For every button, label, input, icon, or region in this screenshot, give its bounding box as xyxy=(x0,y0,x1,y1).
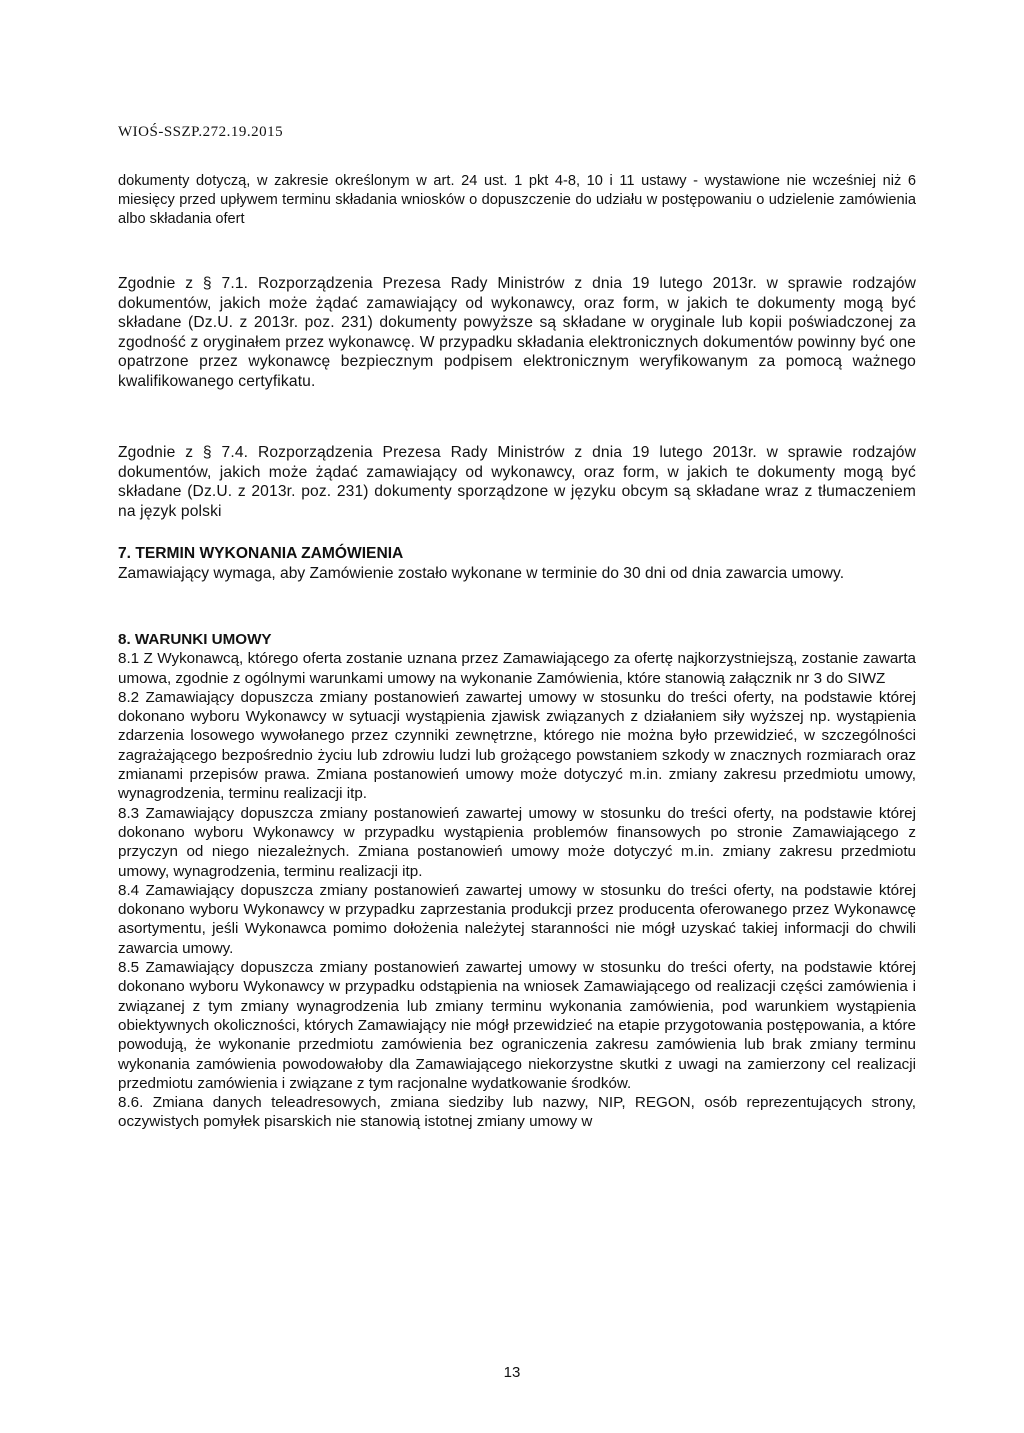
regulation-text-7-1: Zgodnie z § 7.1. Rozporządzenia Prezesa Rady Ministrów z dnia 19 lutego 2013r. w sprawie rodzajów dokumentów, jakich może żądać zamawiający od wykonawcy, oraz form, w jakich te dokumenty mogą być składane (Dz.U. z 2013r. poz. 231) dokumenty powyższe są składane w oryginale lub kopii poświadczonej za zgodność z oryginałem przez wykonawcę. W przypadku składania elektronicznych dokumentów powinny być one opatrzone przez wykonawcę bezpiecznym podpisem elektronicznym weryfikowanym za pomocą ważnego kwalifikowanego certyfikatu. xyxy=(118,275,916,390)
section-7-heading: 7. TERMIN WYKONANIA ZAMÓWIENIA xyxy=(118,545,404,562)
regulation-paragraph-7-1 xyxy=(118,274,916,392)
section-8-item-6: 8.6. Zmiana danych teleadresowych, zmiana siedziby lub nazwy, NIP, REGON, osób reprezentujących strony, oczywistych pomyłek pisarskich nie stanowią istotnej zmiany umowy w xyxy=(118,1094,916,1131)
section-8-item-5: 8.5 Zamawiający dopuszcza zmiany postanowień zawartej umowy w stosunku do treści oferty, na podstawie której dokonano wyboru Wykonawcy w przypadku odstąpienia na wniosek Zamawiającego od realizacji części zamówienia i związanej z tym zmiany wynagrodzenia lub zmiany terminu wykonania zamówienia, pod warunkiem wystąpienia obiektywnych okoliczności, których Zamawiający nie mógł przewidzieć na etapie przygotowania postępowania, a które powodują, że wykonanie przedmiotu zamówienia bez ograniczenia zakresu zamówienia lub brak zmiany terminu wykonania zamówienia powodowałoby dla Zamawiającego niekorzystne skutki z uwagi na zamierzony cel realizacji przedmiotu zamówienia i związane z tym racjonalne wydatkowanie środków. xyxy=(118,959,916,1092)
section-7-text: Zamawiający wymaga, aby Zamówienie zostało wykonane w terminie do 30 dni od dnia zawarcia umowy. xyxy=(118,564,845,582)
section-7 xyxy=(118,544,916,583)
regulation-text-7-4: Zgodnie z § 7.4. Rozporządzenia Prezesa Rady Ministrów z dnia 19 lutego 2013r. w sprawie rodzajów dokumentów, jakich może żądać zamawiający od wykonawcy, oraz form, w jakich te dokumenty mogą być składane (Dz.U. z 2013r. poz. 231) dokumenty sporządzone w języku obcym są składane wraz z tłumaczeniem na język polski xyxy=(118,444,916,520)
section-8-item-4: 8.4 Zamawiający dopuszcza zmiany postanowień zawartej umowy w stosunku do treści oferty, na podstawie której dokonano wyboru Wykonawcy w przypadku zaprzestania produkcji przez producenta oferowanego przez Wykonawcę asortymentu, jeśli Wykonawca pomimo dołożenia należytej staranności nie mógł uzyskać takiej informacji do chwili zawarcia umowy. xyxy=(118,881,916,957)
document-reference: WIOŚ-SSZP.272.19.2015 xyxy=(118,124,284,140)
section-8-item-2: 8.2 Zamawiający dopuszcza zmiany postanowień zawartej umowy w stosunku do treści oferty, na podstawie której dokonano wyboru Wykonawcy w sytuacji wystąpienia zjawisk związanych z działaniem siły wyższej np. wystąpienia zdarzenia losowego wywołanego przez czynniki zewnętrzne, którego nie można było przewidzieć, w szczególności zagrażającego bezpośrednio życiu lub zdrowiu ludzi lub grożącego powstaniem szkody w znacznych rozmiarach oraz zmianami przepisów prawa. Zmiana postanowień umowy może dotyczyć m.in. zmiany zakresu przedmiotu umowy, wynagrodzenia, terminu realizacji itp. xyxy=(118,688,916,803)
section-8 xyxy=(118,630,916,1132)
section-8-heading: 8. WARUNKI UMOWY xyxy=(118,631,272,648)
section-8-item-1: 8.1 Z Wykonawcą, którego oferta zostanie uznana przez Zamawiającego za ofertę najkorzystniejszą, zostanie zawarta umowa, zgodnie z ogólnymi warunkami umowy na wykonanie Zamówienia, które stanowią załącznik nr 3 do SIWZ xyxy=(118,650,916,687)
regulation-paragraph-7-4 xyxy=(118,443,916,521)
page-number: 13 xyxy=(503,1364,521,1381)
section-8-item-3: 8.3 Zamawiający dopuszcza zmiany postanowień zawartej umowy w stosunku do treści oferty, na podstawie której dokonano wyboru Wykonawcy w przypadku wystąpienia problemów finansowych po stronie Zamawiającego z przyczyn od niego niezależnych. Zmiana postanowień umowy może dotyczyć m.in. zmiany zakresu przedmiotu umowy, wynagrodzenia, terminu realizacji itp. xyxy=(118,804,916,880)
intro-text: dokumenty dotyczą, w zakresie określonym w art. 24 ust. 1 pkt 4-8, 10 i 11 ustawy - wystawione nie wcześniej niż 6 miesięcy przed upływem terminu składania wniosków o dopuszczenie do udziału w postępowaniu o udzielenie zamówienia albo składania ofert xyxy=(118,173,916,228)
intro-paragraph xyxy=(118,172,916,230)
